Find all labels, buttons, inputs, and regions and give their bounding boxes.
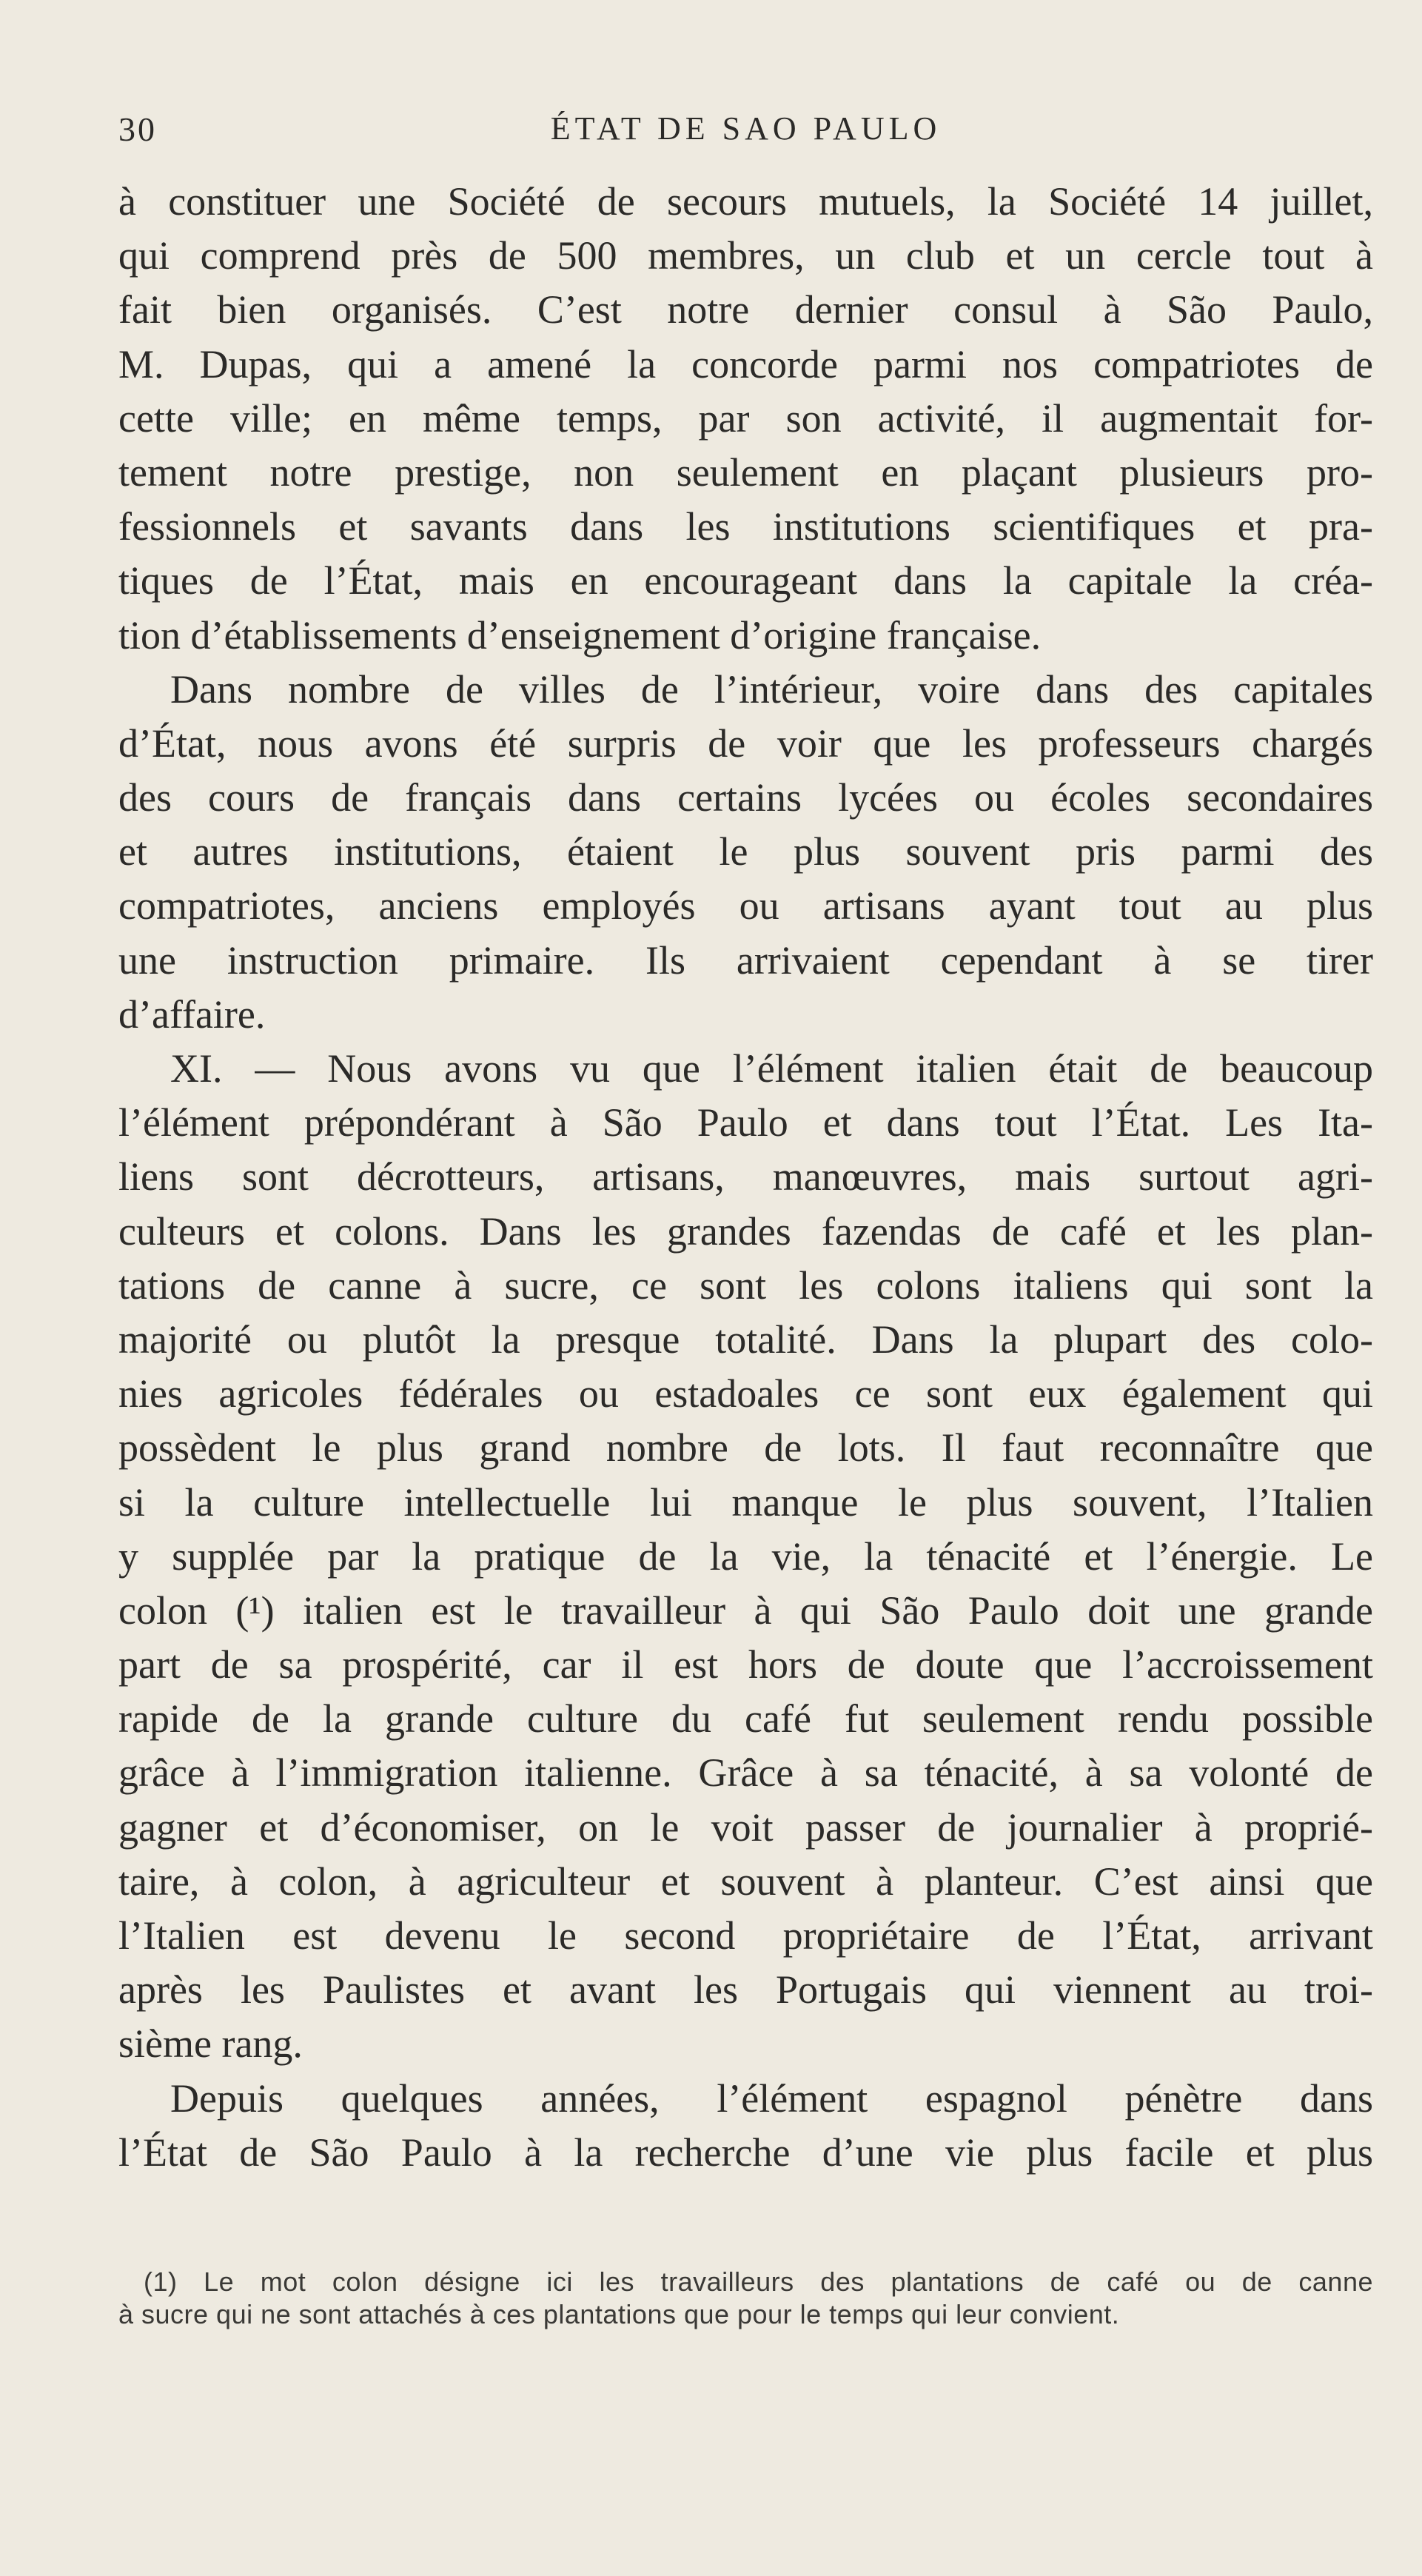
section-heading-line: XI. — Nous avons vu que l’élément italien était de beaucoup (170, 1046, 1373, 1091)
text-line: gagner et d’économiser, on le voit passer de journalier à proprié- (118, 1804, 1373, 1850)
text-line: grâce à l’immigration italienne. Grâce à sa ténacité, à sa volonté de (118, 1750, 1373, 1796)
text-line: fessionnels et savants dans les institutions scientifiques et pra- (118, 504, 1373, 549)
text-line-with-footnote-ref: colon (¹) italien est le travailleur à qui São Paulo doit une grande (118, 1588, 1373, 1633)
text-line: à constituer une Société de secours mutuels, la Société 14 juillet, (118, 179, 1373, 224)
text-line: taire, à colon, à agriculteur et souvent à planteur. C’est ainsi que (118, 1859, 1373, 1904)
text-line: sième rang. (118, 2021, 303, 2067)
text-line: d’affaire. (118, 991, 266, 1037)
text-line: tations de canne à sucre, ce sont les colons italiens qui sont la (118, 1262, 1373, 1308)
text-line: fait bien organisés. C’est notre dernier consul à São Paulo, (118, 287, 1373, 332)
text-line: une instruction primaire. Ils arrivaient cependant à se tirer (118, 937, 1373, 983)
footnote (118, 2266, 1373, 2331)
text-line: l’élément prépondérant à São Paulo et dans tout l’État. Les Ita- (118, 1100, 1373, 1145)
text-line: compatriotes, anciens employés ou artisans ayant tout au plus (118, 883, 1373, 929)
page-number: 30 (118, 110, 157, 148)
text-line: l’État de São Paulo à la recherche d’une vie plus facile et plus (118, 2130, 1373, 2175)
body-text (118, 175, 1373, 2180)
text-line: tement notre prestige, non seulement en plaçant plusieurs pro- (118, 449, 1373, 495)
text-line: culteurs et colons. Dans les grandes fazendas de café et les plan- (118, 1208, 1373, 1254)
running-head (118, 110, 1373, 154)
text-line: si la culture intellectuelle lui manque le plus souvent, l’Italien (118, 1479, 1373, 1525)
text-line: majorité ou plutôt la presque totalité. Dans la plupart des colo- (118, 1317, 1373, 1362)
running-title: ÉTAT DE SAO PAULO (550, 110, 942, 147)
footnote-line: à sucre qui ne sont attachés à ces plantations que pour le temps qui leur convient. (118, 2299, 1120, 2329)
text-line: nies agricoles fédérales ou estadoales ce sont eux également qui (118, 1371, 1373, 1416)
text-line: tion d’établissements d’enseignement d’origine française. (118, 612, 1042, 658)
text-line: rapide de la grande culture du café fut seulement rendu possible (118, 1696, 1373, 1742)
text-line: d’État, nous avons été surpris de voir que les professeurs chargés (118, 720, 1373, 766)
text-line: tiques de l’État, mais en encourageant dans la capitale la créa- (118, 558, 1373, 603)
text-line: y supplée par la pratique de la vie, la ténacité et l’énergie. Le (118, 1533, 1373, 1579)
text-line: qui comprend près de 500 membres, un club et un cercle tout à (118, 233, 1373, 278)
text-line: possèdent le plus grand nombre de lots. Il faut reconnaître que (118, 1425, 1373, 1471)
text-line: l’Italien est devenu le second propriétaire de l’État, arrivant (118, 1913, 1373, 1958)
text-line: et autres institutions, étaient le plus souvent pris parmi des (118, 829, 1373, 874)
text-line: après les Paulistes et avant les Portugais qui viennent au troi- (118, 1967, 1373, 2013)
text-line: Depuis quelques années, l’élément espagnol pénètre dans (170, 2075, 1373, 2121)
text-line: cette ville; en même temps, par son activité, il augmentait for- (118, 395, 1373, 441)
text-line: M. Dupas, qui a amené la concorde parmi nos compatriotes de (118, 341, 1373, 387)
text-line: part de sa prospérité, car il est hors de doute que l’accroissement (118, 1642, 1373, 1687)
text-line: Dans nombre de villes de l’intérieur, voire dans des capitales (170, 666, 1373, 712)
text-line: liens sont décrotteurs, artisans, manœuvres, mais surtout agri- (118, 1154, 1373, 1200)
text-line: des cours de français dans certains lycées ou écoles secondaires (118, 775, 1373, 820)
footnote-line: (1) Le mot colon désigne ici les travailleurs des plantations de café ou de canne (144, 2266, 1373, 2297)
